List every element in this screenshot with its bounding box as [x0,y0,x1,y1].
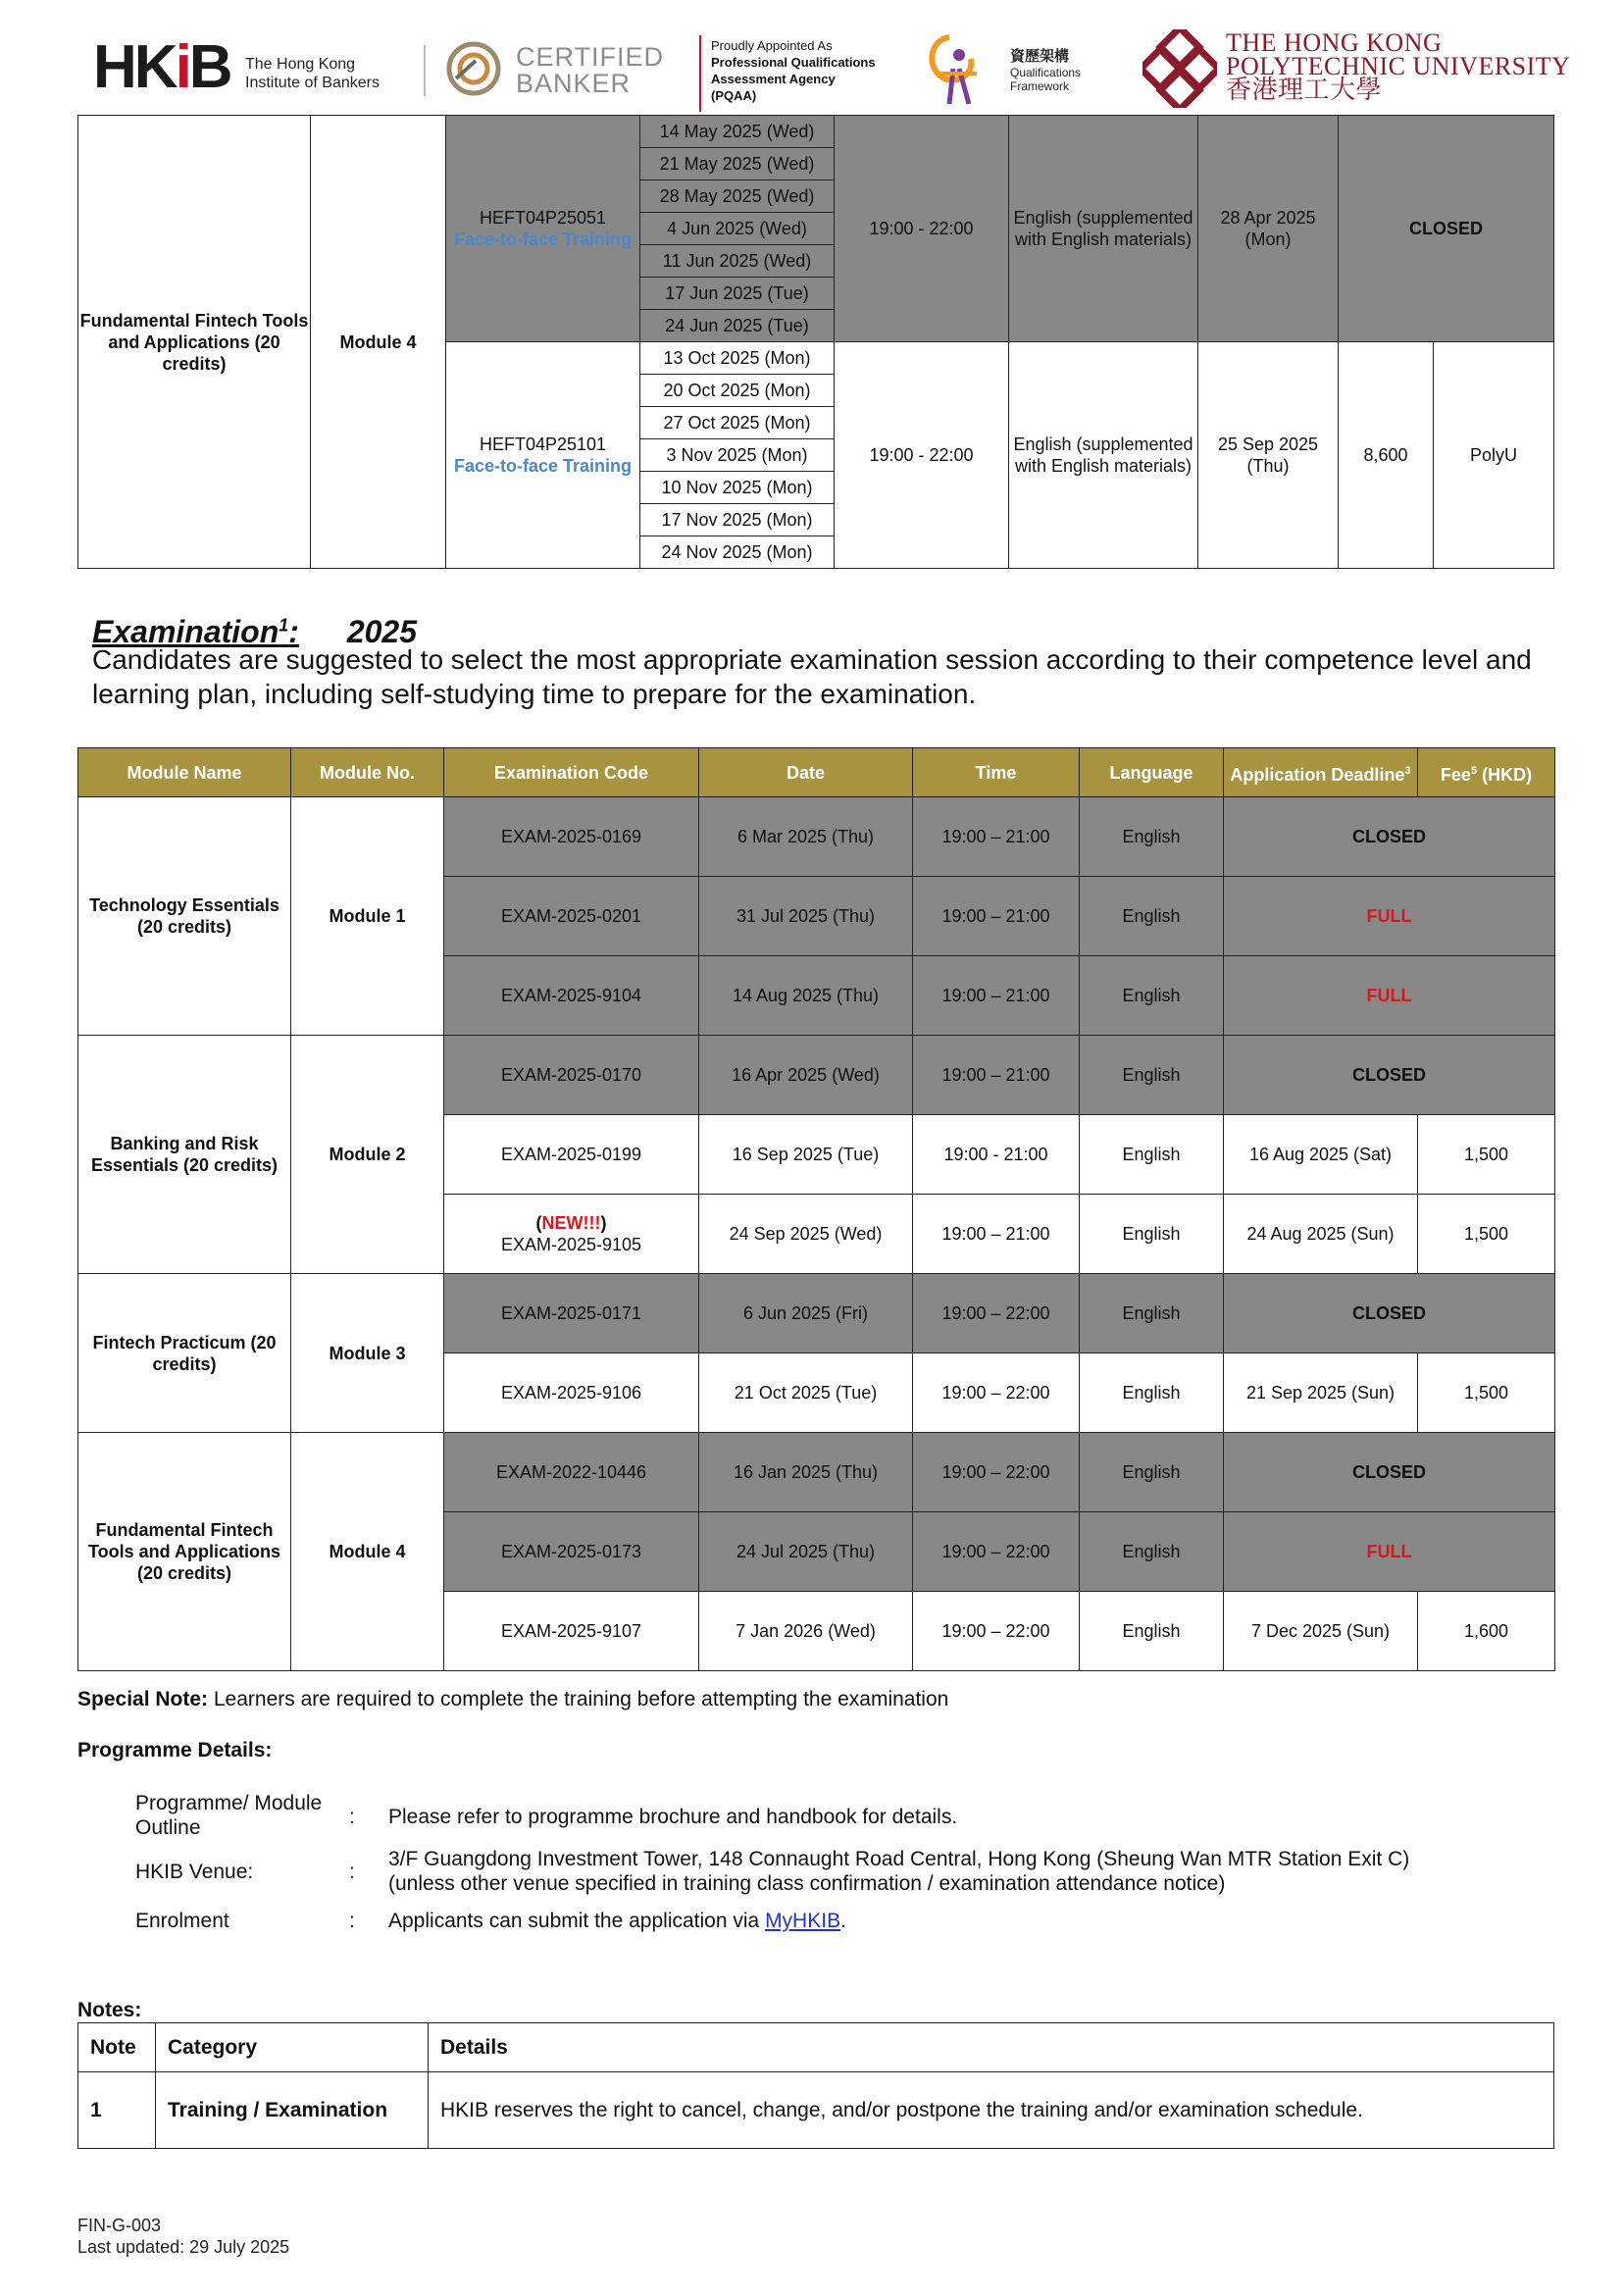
polyu-line3: 香港理工大學 [1226,76,1383,104]
last-updated: Last updated: 29 July 2025 [77,2237,290,2257]
exam-title-colon: : [288,613,299,649]
exam-time: 19:00 – 21:00 [913,1036,1080,1115]
fee-footnote: 5 [1470,764,1478,777]
fee-header-text: Fee [1440,764,1471,785]
qf-line1: Qualifications [1010,66,1082,79]
training-date: 13 Oct 2025 (Mon) [640,342,835,375]
venue-line1: 3/F Guangdong Investment Tower, 148 Connaught Road Central, Hong Kong (Sheung Wan MTR Station Exit C) [388,1848,1410,1870]
module-no-cell: Module 4 [311,116,446,569]
training-date: 28 May 2025 (Wed) [640,180,835,213]
status-full: FULL [1224,956,1555,1036]
pqaa-line1: Proudly Appointed As [711,38,833,53]
venue-line2: (unless other venue specified in training class confirmation / examination attendance notice) [388,1872,1226,1895]
new-tag-text: NEW!!! [541,1213,601,1233]
exam-code: EXAM-2025-0169 [444,797,699,877]
qf-chinese: 資歷架構 [1010,48,1070,65]
outline-value: Please refer to programme brochure and handbook for details. [388,1806,958,1828]
exam-code: EXAM-2025-0170 [444,1036,699,1115]
exam-code: EXAM-2025-0173 [444,1512,699,1592]
exam-language: English [1080,956,1224,1036]
exam-time: 19:00 – 22:00 [913,1353,1080,1433]
polyu-line1: THE HONG KONG [1226,28,1443,57]
module-no-cell: Module 3 [291,1274,444,1433]
col-header-module-no: Module No. [291,748,444,797]
exam-date: 16 Sep 2025 (Tue) [699,1115,913,1195]
exam-date: 16 Apr 2025 (Wed) [699,1036,913,1115]
note-number: 1 [78,2072,156,2149]
hkib-name-line2: Institute of Bankers [245,75,380,91]
exam-deadline: 16 Aug 2025 (Sat) [1224,1115,1418,1195]
exam-time: 19:00 – 22:00 [913,1433,1080,1512]
exam-date: 31 Jul 2025 (Thu) [699,877,913,956]
training-date: 24 Nov 2025 (Mon) [640,536,835,569]
training-date: 11 Jun 2025 (Wed) [640,245,835,278]
enrolment-label: Enrolment [135,1910,229,1932]
notes-header-note: Note [78,2023,156,2072]
exam-date: 21 Oct 2025 (Tue) [699,1353,913,1433]
exam-code: EXAM-2022-10446 [444,1433,699,1512]
status-closed: CLOSED [1224,1036,1555,1115]
notes-header-category: Category [156,2023,429,2072]
module-name-cell: Fundamental Fintech Tools and Applications (20 credits) [78,1433,291,1671]
exam-time: 19:00 – 21:00 [913,877,1080,956]
exam-deadline: 24 Aug 2025 (Sun) [1224,1195,1418,1274]
training-schedule-table [77,115,1554,569]
notes-header-details: Details [429,2023,1554,2072]
exam-date: 24 Jul 2025 (Thu) [699,1512,913,1592]
language-cell: English (supplemented with English materials) [1009,342,1198,569]
table-header-row [78,748,1555,797]
status-closed: CLOSED [1224,1274,1555,1353]
col-header-time: Time [913,748,1080,797]
exam-code-cell [444,1195,699,1274]
pqaa-line4: (PQAA) [711,88,757,103]
pqaa-divider [699,35,701,112]
training-date: 4 Jun 2025 (Wed) [640,213,835,245]
training-date: 3 Nov 2025 (Mon) [640,439,835,472]
cb-line1: CERTIFIED [516,42,665,72]
training-mode-link[interactable]: Face-to-face Training [453,230,633,249]
exam-schedule-table [77,747,1555,1671]
notes-table [77,2022,1554,2149]
exam-code: EXAM-2025-0201 [444,877,699,956]
exam-time: 19:00 - 21:00 [913,1115,1080,1195]
status-closed: CLOSED [1339,116,1554,342]
venue-label: HKIB Venue: [135,1861,254,1883]
special-note [77,1687,948,1712]
special-note-text: Learners are required to complete the training before attempting the examination [208,1688,949,1710]
exam-date: 16 Jan 2025 (Thu) [699,1433,913,1512]
module-no-cell: Module 2 [291,1036,444,1274]
outline-label: Programme/ Module Outline [135,1792,323,1839]
exam-title-text: Examination [92,613,279,649]
deadline-header-text: Application Deadline [1230,764,1405,785]
module-no-cell: Module 1 [291,797,444,1036]
deadline-footnote: 3 [1404,764,1411,777]
exam-language: English [1080,1353,1224,1433]
exam-language: English [1080,1036,1224,1115]
certified-banker-text [516,44,664,97]
col-header-language: Language [1080,748,1224,797]
module-name-cell: Fintech Practicum (20 credits) [78,1274,291,1433]
exam-date: 6 Mar 2025 (Thu) [699,797,913,877]
training-date: 17 Jun 2025 (Tue) [640,278,835,310]
special-note-label: Special Note: [77,1688,209,1710]
note-details: HKIB reserves the right to cancel, change, and/or postpone the training and/or examination schedule. [429,2072,1554,2149]
exam-deadline: 7 Dec 2025 (Sun) [1224,1592,1418,1671]
pqaa-text [711,37,876,104]
enrolment-end: . [840,1910,846,1932]
hkib-logo: HKiB [93,33,230,101]
qf-text [1010,47,1081,93]
enrolment-value [388,1909,846,1933]
exam-time: 19:00 – 21:00 [913,956,1080,1036]
class-code-cell [446,342,640,569]
language-cell: English (supplemented with English materials) [1009,116,1198,342]
status-full: FULL [1224,877,1555,956]
table-row [78,2072,1554,2149]
pqaa-line2: Professional Qualifications [711,55,876,70]
venue-cell: PolyU [1434,342,1554,569]
myhkib-link[interactable]: MyHKIB [765,1910,841,1932]
fee-unit: (HKD) [1477,764,1533,785]
cb-line2: BANKER [516,69,632,98]
venue-value [388,1847,1565,1896]
exam-language: English [1080,797,1224,877]
table-row [78,116,1554,148]
new-tag: (NEW!!!) [535,1213,607,1233]
exam-code: EXAM-2025-9107 [444,1592,699,1671]
page-footer [77,2215,289,2258]
module-no-cell: Module 4 [291,1433,444,1671]
table-row [78,797,1555,877]
col-header-code: Examination Code [444,748,699,797]
venue-colon: : [349,1861,355,1883]
time-cell: 19:00 - 22:00 [835,116,1009,342]
module-name-cell: Fundamental Fintech Tools and Applications (20 credits) [78,116,311,569]
programme-details-title: Programme Details: [77,1739,273,1761]
exam-date: 14 Aug 2025 (Thu) [699,956,913,1036]
exam-time: 19:00 – 22:00 [913,1274,1080,1353]
training-date: 21 May 2025 (Wed) [640,148,835,180]
time-cell: 19:00 - 22:00 [835,342,1009,569]
exam-deadline: 21 Sep 2025 (Sun) [1224,1353,1418,1433]
fee-cell: 8,600 [1339,342,1434,569]
exam-code: EXAM-2025-9104 [444,956,699,1036]
status-closed: CLOSED [1224,1433,1555,1512]
exam-date: 7 Jan 2026 (Wed) [699,1592,913,1671]
deadline-cell: 28 Apr 2025 (Mon) [1198,116,1339,342]
exam-language: English [1080,1512,1224,1592]
exam-language: English [1080,1433,1224,1512]
table-row [78,1433,1555,1512]
status-full: FULL [1224,1512,1555,1592]
exam-language: English [1080,877,1224,956]
exam-fee: 1,600 [1418,1592,1555,1671]
enrolment-text: Applicants can submit the application via [388,1910,766,1932]
exam-year: 2025 [346,613,418,649]
training-date: 24 Jun 2025 (Tue) [640,310,835,342]
polyu-logo-icon [1142,29,1217,108]
pqaa-line3: Assessment Agency [711,72,836,86]
hkib-name-line1: The Hong Kong [245,56,356,73]
module-name-cell: Technology Essentials (20 credits) [78,797,291,1036]
training-date: 14 May 2025 (Wed) [640,116,835,148]
training-date: 27 Oct 2025 (Mon) [640,407,835,439]
exam-fee: 1,500 [1418,1353,1555,1433]
table-header-row [78,2023,1554,2072]
col-header-module-name: Module Name [78,748,291,797]
document-code: FIN-G-003 [77,2216,162,2235]
outline-colon: : [349,1806,355,1828]
enrolment-colon: : [349,1910,355,1932]
col-header-fee [1418,748,1555,797]
polyu-line2: POLYTECHNIC UNIVERSITY [1226,52,1571,80]
class-code-cell [446,116,640,342]
note-category: Training / Examination [156,2072,429,2149]
exam-time: 19:00 – 21:00 [913,1195,1080,1274]
training-date: 17 Nov 2025 (Mon) [640,504,835,536]
notes-title: Notes: [77,1999,142,2021]
exam-date: 6 Jun 2025 (Fri) [699,1274,913,1353]
exam-time: 19:00 – 22:00 [913,1592,1080,1671]
qualifications-framework-icon [920,29,1008,114]
exam-code: EXAM-2025-9106 [444,1353,699,1433]
page-header [0,0,1624,116]
col-header-date: Date [699,748,913,797]
qf-line2: Framework [1010,79,1070,93]
col-header-deadline [1224,748,1418,797]
exam-code: EXAM-2025-9105 [500,1235,642,1254]
class-code: HEFT04P25101 [479,434,607,454]
exam-code: EXAM-2025-0199 [444,1115,699,1195]
training-date: 20 Oct 2025 (Mon) [640,375,835,407]
certified-banker-icon [446,41,501,96]
table-row [78,1274,1555,1353]
module-name-cell: Banking and Risk Essentials (20 credits) [78,1036,291,1274]
training-mode-link[interactable]: Face-to-face Training [453,456,633,476]
exam-title-footnote: 1 [279,615,289,635]
exam-language: English [1080,1195,1224,1274]
exam-date: 24 Sep 2025 (Wed) [699,1195,913,1274]
training-date: 10 Nov 2025 (Mon) [640,472,835,504]
exam-time: 19:00 – 22:00 [913,1512,1080,1592]
hkib-name [245,55,380,92]
exam-fee: 1,500 [1418,1115,1555,1195]
exam-time: 19:00 – 21:00 [913,797,1080,877]
exam-language: English [1080,1115,1224,1195]
exam-description: Candidates are suggested to select the most appropriate examination session according to their competence level and learning plan, including self-studying time to prepare for the examination. [92,644,1532,709]
table-row [78,1036,1555,1115]
exam-fee: 1,500 [1418,1195,1555,1274]
status-closed: CLOSED [1224,797,1555,877]
class-code: HEFT04P25051 [479,208,607,228]
polyu-text [1226,28,1571,104]
exam-language: English [1080,1592,1224,1671]
deadline-cell: 25 Sep 2025 (Thu) [1198,342,1339,569]
exam-language: English [1080,1274,1224,1353]
logo-divider [424,45,426,96]
exam-code: EXAM-2025-0171 [444,1274,699,1353]
